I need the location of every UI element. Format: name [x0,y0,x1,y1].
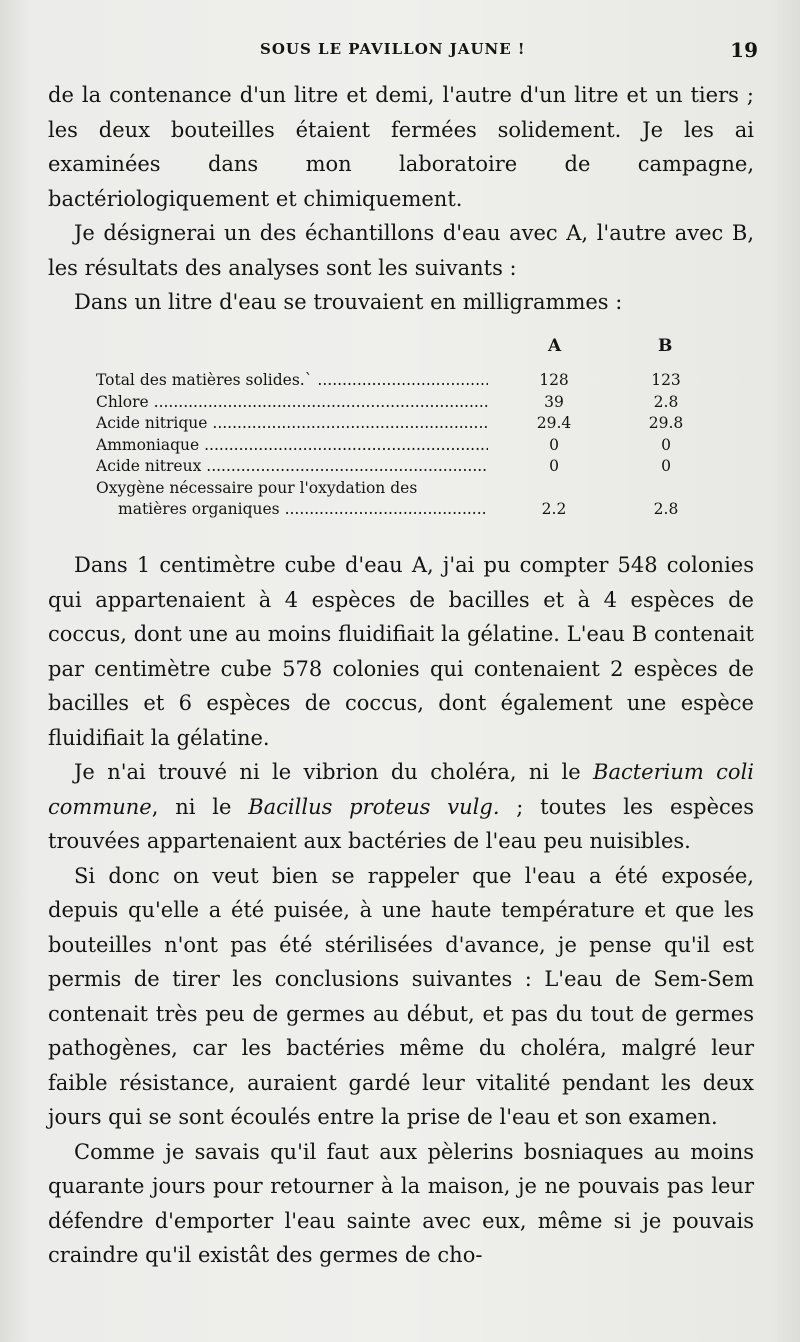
cell-b: 0 [661,435,671,454]
cell-a: 0 [549,435,559,454]
cell-b: 2.8 [653,392,679,411]
row-label: Acide nitreux ..... [96,456,488,478]
row-label: Ammoniaque ..... [96,435,488,457]
page-number: 19 [730,38,758,62]
cell-b: 123 [651,371,681,389]
page-header [48,38,758,62]
species-name: Bacillus proteus vulg. [248,794,500,819]
paragraph: Je désignerai un des échantillons d'eau avec A, l'autre avec B, les résultats des analyses sont les suivants : [48,221,754,280]
table-row [96,456,716,478]
paragraph [48,755,754,859]
table-row [96,413,716,435]
paragraph: Dans 1 centimètre cube d'eau A, j'ai pu compter 548 colonies qui appartenaient à 4 espèces de bacilles et à 4 espèces de coccus, dont une au moins fluidifiait la gélatine. L'eau B contenait par centimètre cube 578 colonies qui contenaient 2 espèces de bacilles et 6 espèces de coccus, dont également une espèce fluidifiait la gélatine. [48,553,754,750]
table-row [96,370,716,392]
text-run: ; toutes les espèces trouvées appartenaient aux bactéries de l'eau peu nuisibles. [48,794,755,853]
paragraph: Dans un litre d'eau se trouvaient en milligrammes : [74,290,623,314]
cell-a: 2.2 [541,500,567,518]
row-label: matières organiques ..... [118,499,488,521]
analysis-table [96,336,716,521]
row-label: Acide nitrique ..... [96,413,488,435]
running-head: SOUS LE PAVILLON JAUNE ! [260,40,526,58]
column-a-header: A [548,336,562,356]
paragraph: Si donc on veut bien se rappeler que l'eau a été exposée, depuis qu'elle a été puisée, à une haute température et que les bouteilles n'ont pas été stérilisées d'avance, je pense qu'il est permis de tirer les conclusions suivantes : L'eau de Sem-Sem contenait très peu de germes au début, et pas du tout de germes pathogènes, car les bactéries même du choléra, malgré leur faible résistance, auraient gardé leur vitalité pendant les deux jours qui se sont écoulés entre la prise de l'eau et son examen. [48,863,754,1129]
table-row [96,435,716,457]
text-run: , ni le [151,794,249,819]
cell-a: 29.4 [536,414,572,432]
main-text [48,548,754,1273]
paragraph: Comme je savais qu'il faut aux pèlerins bosniaques au moins quarante jours pour retourner à la maison, je ne pouvais pas leur défendre d'emporter l'eau sainte avec eux, même si je pouvais craindre qu'il existât des germes de cho- [48,1139,754,1267]
cell-a: 0 [549,457,559,475]
table-row [96,392,716,414]
paragraph: de la contenance d'un litre et demi, l'autre d'un litre et un tiers ; les deux bouteilles étaient fermées solidement. Je les ai examinées dans mon laboratoire de campagne, bactériologiquement et chimiquement. [48,83,754,211]
table-row [96,478,716,500]
intro-text [48,78,754,320]
cell-b: 0 [661,457,671,475]
species-name: Bacterium coli commune [48,760,754,819]
row-label: Oxygène nécessaire pour l'oxydation des [96,478,418,497]
cell-a: 39 [544,392,564,411]
row-label: Chlore ..... [96,392,488,414]
row-label: Total des matières solides.` ..... [96,370,488,392]
column-b-header: B [658,336,673,356]
cell-a: 128 [539,371,569,389]
table-row [96,499,716,521]
table-header [96,336,716,370]
text-run: Je n'ai trouvé ni le vibrion du choléra, ni le [74,760,594,784]
cell-b: 29.8 [648,414,684,432]
cell-b: 2.8 [653,500,679,518]
